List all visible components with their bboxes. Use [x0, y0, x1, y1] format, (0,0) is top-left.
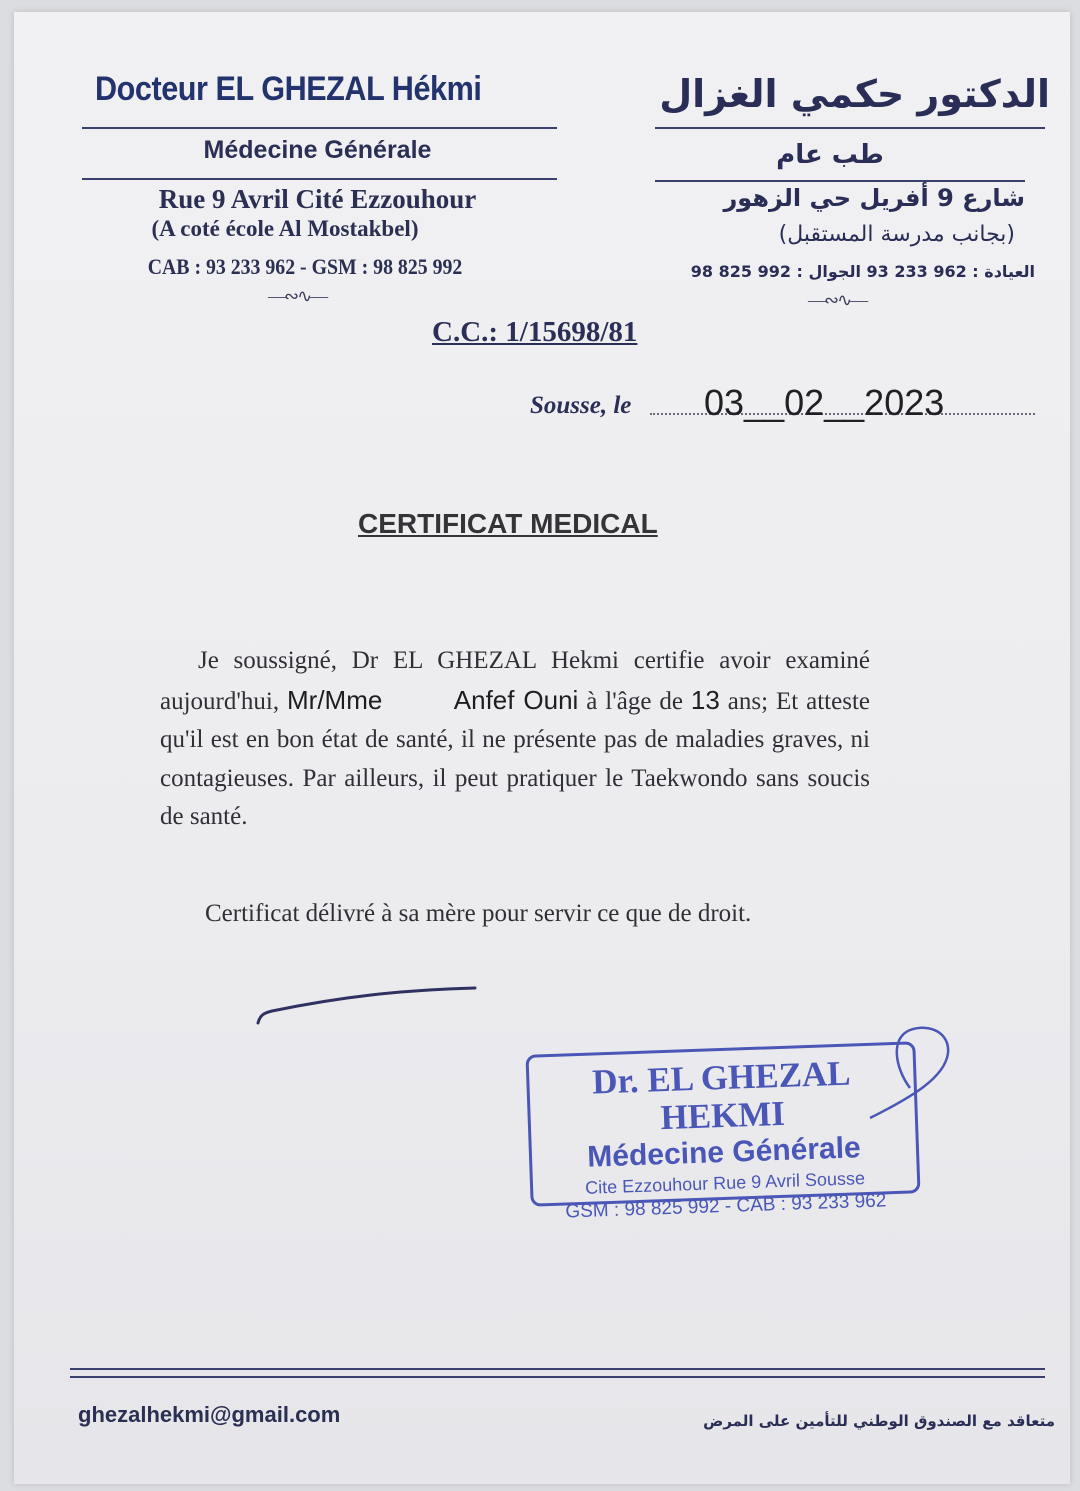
footer-rule	[70, 1368, 1045, 1370]
phone-numbers: CAB : 93 233 962 - GSM : 98 825 992	[147, 254, 463, 279]
body-statement: ans; Et atteste qu'il est en bon état de santé, il ne présente pas de maladies graves, ni contagieuses. Par ailleurs, il peut pratiquer le Taekwondo sans soucis de santé.	[160, 687, 870, 831]
place-label: Sousse, le	[530, 392, 632, 419]
address: Rue 9 Avril Cité Ezzouhour	[158, 184, 477, 214]
body-intro: Je soussigné, Dr EL GHEZAL Hekmi certifie avoir examiné aujourd'hui,	[160, 647, 870, 715]
cc-number: C.C.: 1/15698/81	[432, 316, 638, 348]
doctor-name: Docteur EL GHEZAL Hékmi	[95, 70, 482, 108]
specialty-arabic: طب عام	[776, 140, 884, 170]
patient-name: Anfef Ouni	[453, 684, 579, 715]
footer-rule	[70, 1376, 1045, 1378]
doctor-name-arabic: الدكتور حكمي الغزال	[659, 72, 1050, 116]
certificate-date: 03__02__2023	[704, 382, 945, 423]
header-rule	[82, 127, 557, 129]
insurance-note-arabic: متعاقد مع الصندوق الوطني للتأمين على المرض	[703, 1412, 1055, 1430]
stamp-specialty: Médecine Générale	[586, 1131, 862, 1174]
certificate-body	[160, 642, 870, 837]
salutation: Mr/Mme	[287, 684, 383, 715]
phone-numbers-arabic: العيادة : 962 233 93 الجوال : 992 825 98	[690, 262, 1035, 281]
closing-statement: Certificat délivré à sa mère pour servir ce que de droit.	[205, 900, 752, 927]
header-rule	[655, 127, 1045, 129]
header-rule	[82, 178, 557, 180]
stamp-name: Dr. EL GHEZAL HEKMI	[591, 1053, 852, 1138]
address-note: (A coté école Al Mostakbel)	[151, 216, 419, 241]
address-arabic: شارع 9 أفريل حي الزهور	[723, 184, 1025, 212]
stamp-address: Cite Ezzouhour Rue 9 Avril Sousse	[584, 1168, 866, 1198]
address-note-arabic: (بجانب مدرسة المستقبل)	[778, 222, 1015, 247]
stamp-phones: GSM : 98 825 992 - CAB : 93 233 962	[565, 1190, 887, 1223]
document-title: CERTIFICAT MEDICAL	[358, 508, 658, 539]
header-rule	[655, 180, 1025, 182]
flourish-ornament: —∾∿—	[808, 290, 867, 310]
handwritten-signature	[250, 975, 490, 1035]
signature-loop	[850, 1018, 960, 1128]
specialty: Médecine Générale	[203, 136, 432, 164]
email-address: ghezalhekmi@gmail.com	[78, 1402, 341, 1427]
patient-age: 13	[690, 684, 720, 715]
flourish-ornament: —∾∿—	[268, 286, 327, 306]
age-prefix: à l'âge de	[586, 687, 683, 715]
